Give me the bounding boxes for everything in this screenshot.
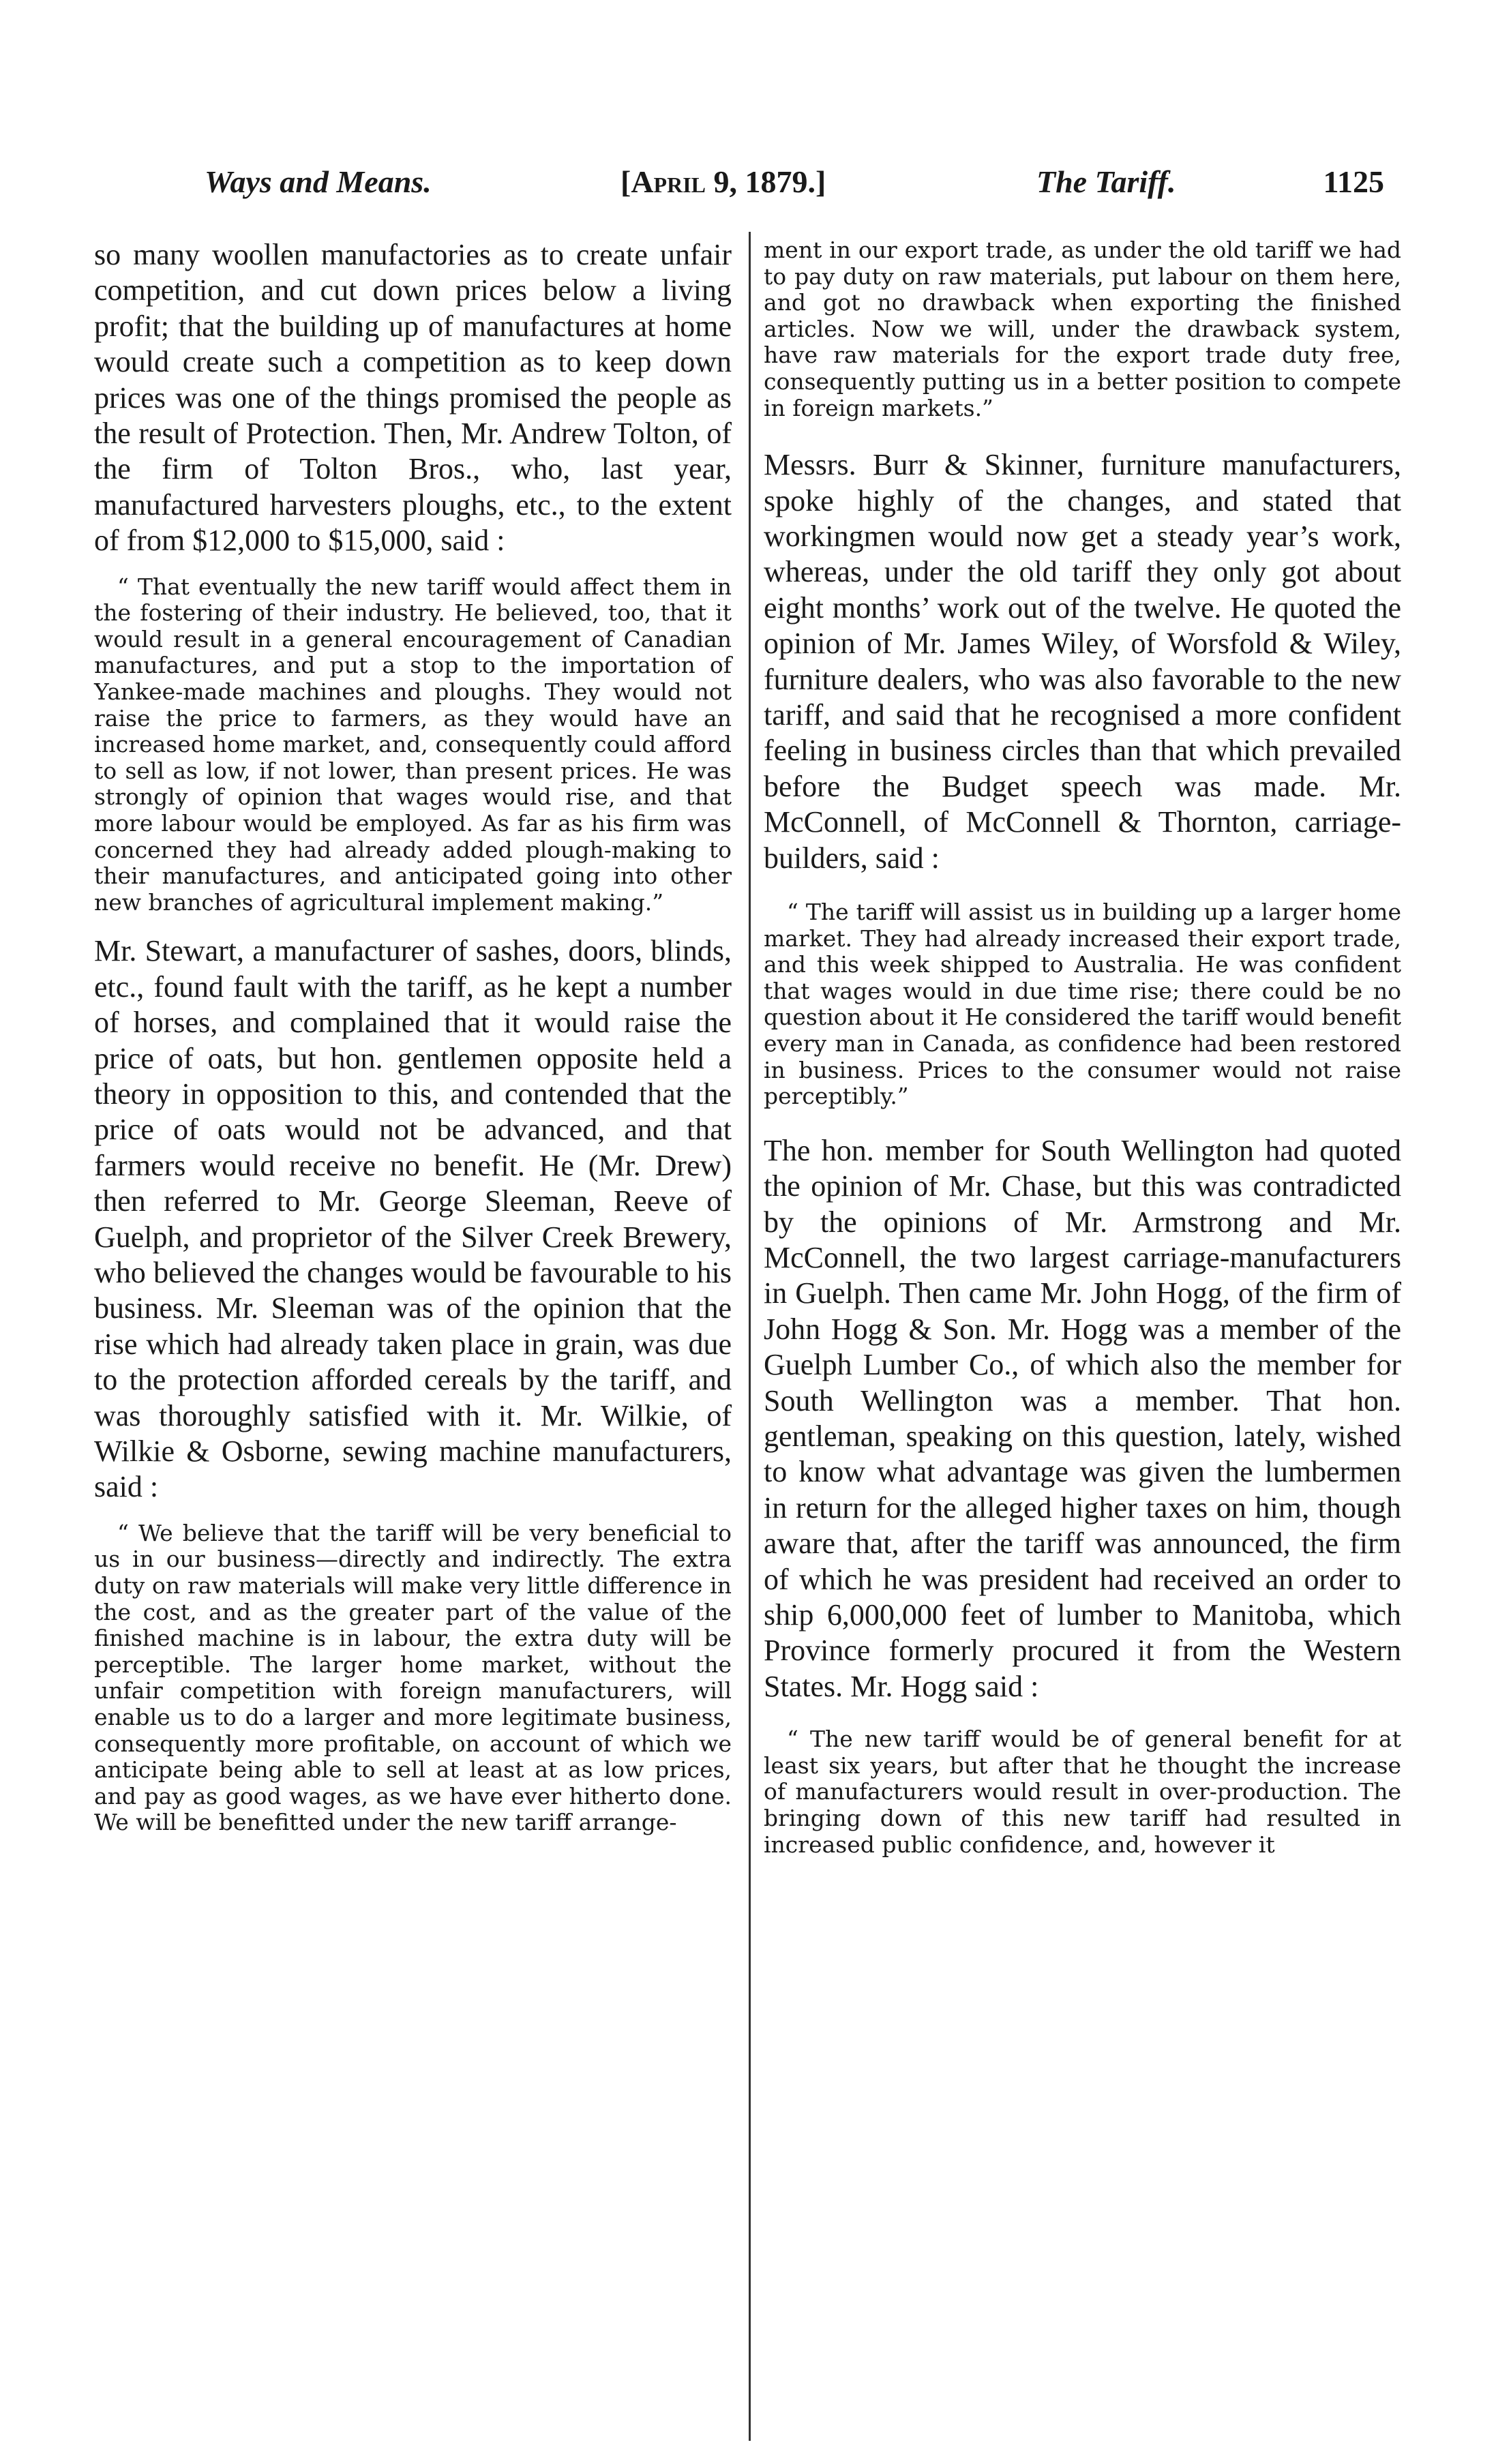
quote-wilkie-continued: ment in our export trade, as under the old tariff we had to pay duty on raw materials, put labour on them here, and got no drawback when exporting the finished articles. Now we will, under the drawback system, have raw materials for the export trade duty free, consequently putting us in a better position to compete in foreign markets.” bbox=[764, 237, 1401, 421]
body-paragraph: Mr. Stewart, a manufacturer of sashes, doors, blinds, etc., found fault with the tariff, as he kept a number of horses, and complained that it would raise the price of oats, but hon. gentlemen opposite held a theory in opposition to this, and contended that the price of oats would not be advanced, and that farmers would receive no benefit. He (Mr. Drew) then referred to Mr. George Sleeman, Reeve of Guelph, and proprietor of the Silver Creek Brewery, who believed the changes would be favourable to his business. Mr. Sleeman was of the opinion that the rise which had already taken place in grain, was due to the protection afforded cereals by the tariff, and was thoroughly satisfied with it. Mr. Wilkie, of Wilkie & Osborne, sewing machine manufacturers, said : bbox=[94, 934, 732, 1504]
header-section: The Tariff. bbox=[1036, 164, 1176, 199]
body-paragraph: The hon. member for South Wellington had quoted the opinion of Mr. Chase, but this was contradicted by the opinions of Mr. Armstrong and Mr. McConnell, the two largest carriage-manufacturers in Guelph. Then came Mr. John Hogg, of the firm of John Hogg & Son. Mr. Hogg was a member of the Guelph Lumber Co., of which also the member for South Wellington was a member. That hon. gentleman, speaking on this question, lately, wished to know what advantage was given the lumbermen in return for the alleged higher taxes on him, though aware that, after the tariff was announced, the firm of which he was president had received an order to ship 6,000,000 feet of lumber to Manitoba, which Province formerly procured it from the Western States. Mr. Hogg said : bbox=[764, 1133, 1401, 1703]
quote-mcconnell: “ The tariff will assist us in building up a larger home market. They had already increased their export trade, and this week shipped to Australia. He was confident that wages would in due time rise; there could be no question about it He considered the tariff would benefit every man in Canada, as confidence had been restored in business. Prices to the consumer would not raise perceptibly.” bbox=[764, 899, 1401, 1110]
page-number: 1125 bbox=[1323, 164, 1384, 199]
header-date: [April 9, 1879.] bbox=[620, 164, 826, 199]
quote-wilkie: “ We believe that the tariff will be very beneficial to us in our business—directly and indirectly. The extra duty on raw materials will make very little difference in the cost, and as the greater part of the value of the finished machine is in labour, the extra duty will be perceptible. The larger home market, without the unfair competition with foreign manufacturers, will enable us to do a larger and more legitimate business, consequently more profitable, on account of which we anticipate being able to sell at least at as low prices, and pay as good wages, as we have ever hitherto done. We will be benefitted under the new tariff arrange- bbox=[94, 1519, 732, 1836]
body-paragraph: Messrs. Burr & Skinner, furniture manufacturers, spoke highly of the changes, and stated that workingmen would now get a steady year’s work, whereas, under the old tariff they only got about eight months’ work out of the twelve. He quoted the opinion of Mr. James Wiley, of Worsfold & Wiley, furniture dealers, who was also favorable to the new tariff, and said that he recognised a more confident feeling in business circles than that which prevailed before the Budget speech was made. Mr. McConnell, of McConnell & Thornton, carriage-builders, said : bbox=[764, 448, 1401, 875]
quote-hogg: “ The new tariff would be of general benefit for at least six years, but after that he thought the increase of manufacturers would result in over-production. The bringing down of this new tariff had resulted in increased public confidence, and, however it bbox=[764, 1726, 1401, 1858]
body-paragraph: so many woollen manufactories as to create unfair competition, and cut down prices below a living profit; that the building up of manufactures at home would create such a competition as to keep down prices was one of the things promised the people as the result of Protection. Then, Mr. Andrew Tolton, of the firm of Tolton Bros., who, last year, manufactured harvesters ploughs, etc., to the extent of from $12,000 to $15,000, said : bbox=[94, 238, 732, 558]
quote-tolton: “ That eventually the new tariff would affect them in the fostering of their industry. He believed, too, that it would result in a general encouragement of Canadian manufactures, and put a stop to the importation of Yankee-made machines and ploughs. They would not raise the price to farmers, as they would have an increased home market, and, consequently could afford to sell as low, if not lower, than present prices. He was strongly of opinion that wages would rise, and that more labour would be employed. As far as his firm was concerned they had already added plough-making to their manufactures, and anticipated going into other new branches of agricultural implement making.” bbox=[94, 573, 732, 916]
left-column bbox=[94, 237, 732, 1836]
header-title: Ways and Means. bbox=[205, 164, 432, 199]
column-divider bbox=[749, 232, 751, 2441]
running-header bbox=[205, 164, 1384, 218]
right-column bbox=[764, 237, 1401, 1858]
